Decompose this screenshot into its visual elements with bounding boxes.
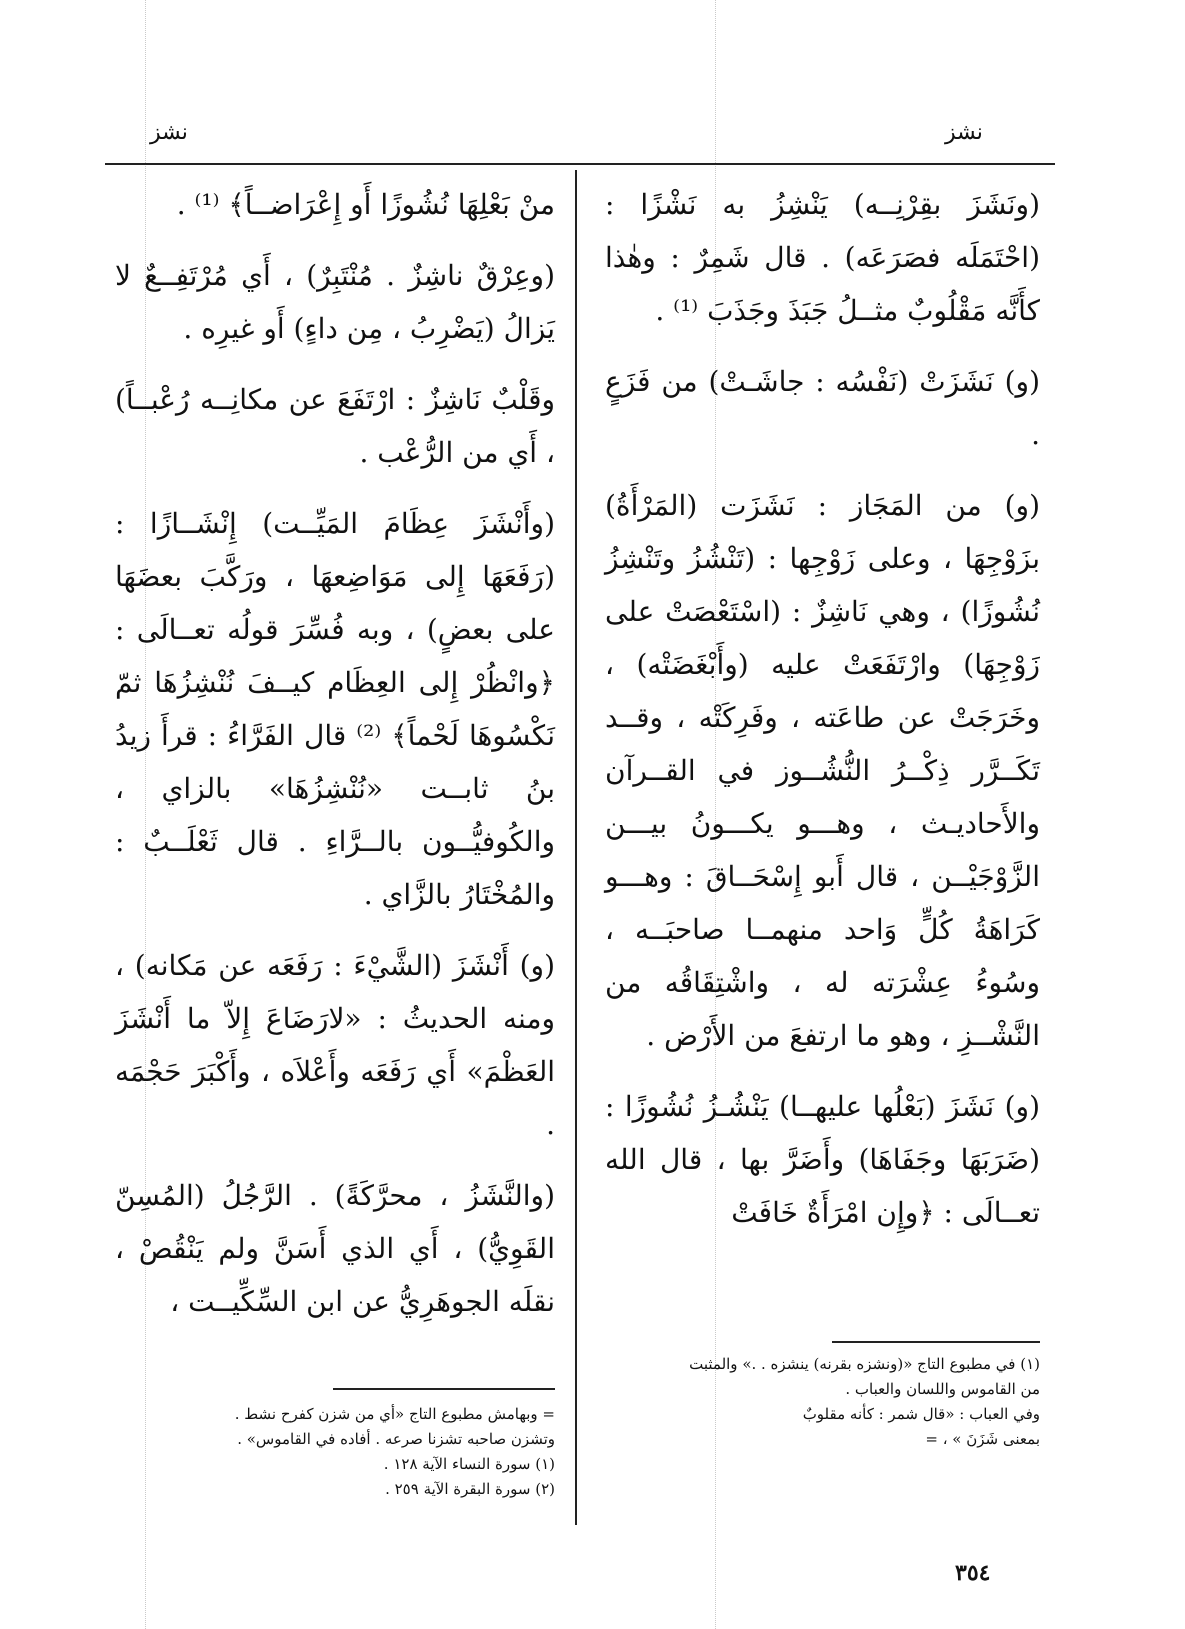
footnote-line: = وبهامش مطبوع التاج «أي من شزن كفرح نشط . bbox=[234, 1405, 555, 1423]
footnote-line: (١) في مطبوع التاج «(ونشزه بقرنه) ينشزه . .» والمثبت bbox=[689, 1355, 1040, 1373]
column-divider bbox=[575, 170, 577, 1525]
header-keyword-left: نشز bbox=[150, 120, 188, 145]
footnote-line: بمعنى شَزَنَ » ، = bbox=[925, 1430, 1040, 1448]
paragraph: منْ بَعْلِهَا نُشُوزًا أَو إِعْرَاضــاً﴾ ⁽¹⁾ . bbox=[176, 188, 555, 221]
paragraph: (والنَّشَزُ ، محرَّكَةً) . الرَّجُلُ (المُسِنّ القَوِيُّ) ، أَي الذي أَسَنَّ ولم يَنْقُصْ ، نقلَه الجوهَرِيُّ عن ابن السِّكِّيــت ، bbox=[115, 1179, 555, 1318]
footnote-rule bbox=[832, 1341, 1040, 1343]
paragraph: (وعِرْقٌ ناشِزٌ . مُنْتَبِرٌ) ، أَي مُرْتَفِــعٌ لا يَزالُ (يَضْرِبُ ، مِن داءٍ) أَو غيرِه . bbox=[115, 259, 555, 345]
paragraph: (و) من المَجَاز : نَشَزَت (المَرْأَةُ) بزَوْجِهَا ، وعلى زَوْجِها : (تَنْشُزُ وتَنْشِزُ نُشُوزًا) ، وهي نَاشِزٌ : (اسْتَعْصَتْ على زَوْجِهَا) وارْتَفَعَتْ عليه (وأَبْغَضَتْه) ، وخَرَجَتْ عن طاعَته ، وفَرِكَتْه ، وقــد تَكَــرَّر ذِكْــرُ النُّشُــوز في القــرآن والأَحاديـث ، وهـــو يكـــونُ بيـــن الزَّوْجَيْــن ، قال أَبو إِسْحَــاقَ : وهـــو كَرَاهَةُ كُلٍّ وَاحد منهمــا صاحبَــه ، وسُوءُ عِشْرَته له ، واشْتِقَاقُه من النَّشْــزِ ، وهو ما ارتفعَ من الأَرْض . bbox=[605, 489, 1040, 1052]
footnote-line: وتشزن صاحبه تشزنا صرعه . أفاده في القاموس» . bbox=[237, 1430, 555, 1448]
right-column bbox=[605, 178, 1040, 1257]
footnote-line: (١) سورة النساء الآية ١٢٨ . bbox=[383, 1455, 555, 1473]
footnote-line: (٢) سورة البقرة الآية ٢٥٩ . bbox=[385, 1480, 555, 1498]
footnote-line: وفي العباب : «قال شمر : كأنه مقلوبٌ bbox=[802, 1405, 1040, 1423]
footnotes-left bbox=[120, 1402, 555, 1502]
paragraph: (و) نَشَزَتْ (نَفْسُه : جاشَـتْ) من فَزَعٍ . bbox=[605, 365, 1040, 451]
header-rule bbox=[105, 163, 1055, 165]
page-number: ٣٥٤ bbox=[955, 1560, 991, 1586]
paragraph: (و) نَشَزَ (بَعْلُها عليهــا) يَنْشُـزُ نُشُوزًا : (ضَرَبَهَا وجَفَاهَا) وأَضَرَّ بها ، قال الله تعــالَى : ﴿وإِن امْرَأَةٌ خَافَتْ bbox=[605, 1090, 1040, 1229]
footnote-line: من القاموس واللسان والعباب . bbox=[845, 1380, 1040, 1398]
footnote-rule bbox=[333, 1388, 555, 1390]
footnotes-right bbox=[610, 1352, 1040, 1452]
paragraph: (وأَنْشَزَ عِظَامَ المَيِّــت) إِنْشَــازًا : (رَفَعَهَا إِلى مَوَاضِعهَا ، ورَكَّبَ بعضَهَا على بعضٍ) ، وبه فُسِّرَ قولُه تعــالَى : ﴿وانْظُرْ إِلى العِظَام كيــفَ نُنْشِزُهَا ثمّ نَكْسُوهَا لَحْماً﴾ ⁽²⁾ قال الفَرَّاءُ : قرأَ زيدُ بنُ ثابــت «نُنْشِزُهَا» بالزاي ، والكُوفيُّــون بالــرَّاءِ . قال ثَعْلَــبٌ : والمُخْتَارُ بالزَّاي . bbox=[115, 507, 555, 911]
left-column bbox=[115, 178, 555, 1346]
paragraph: (ونَشَزَ بقِرْنِــه) يَنْشِزُ به نَشْزًا : (احْتَمَلَه فصَرَعَه) . قال شَمِرٌ : وهٰذا كأَنَّه مَقْلُوبٌ مثــلُ جَبَذَ وجَذَبَ ⁽¹⁾ . bbox=[605, 188, 1040, 327]
paragraph: (و) أَنْشَزَ (الشَّيْءَ : رَفَعَه عن مَكانه) ، ومنه الحديثُ : «لارَضَاعَ إِلاّ ما أَنْشَزَ العَظْمَ» أَي رَفَعَه وأَعْلاَه ، وأَكْبَرَ حَجْمَه . bbox=[115, 949, 555, 1141]
header-keyword-right: نشز bbox=[945, 120, 983, 145]
paragraph: وقَلْبٌ نَاشِزٌ : ارْتَفَعَ عن مكانِــه رُعْبــاً) ، أَي من الرُّعْب . bbox=[115, 383, 555, 469]
